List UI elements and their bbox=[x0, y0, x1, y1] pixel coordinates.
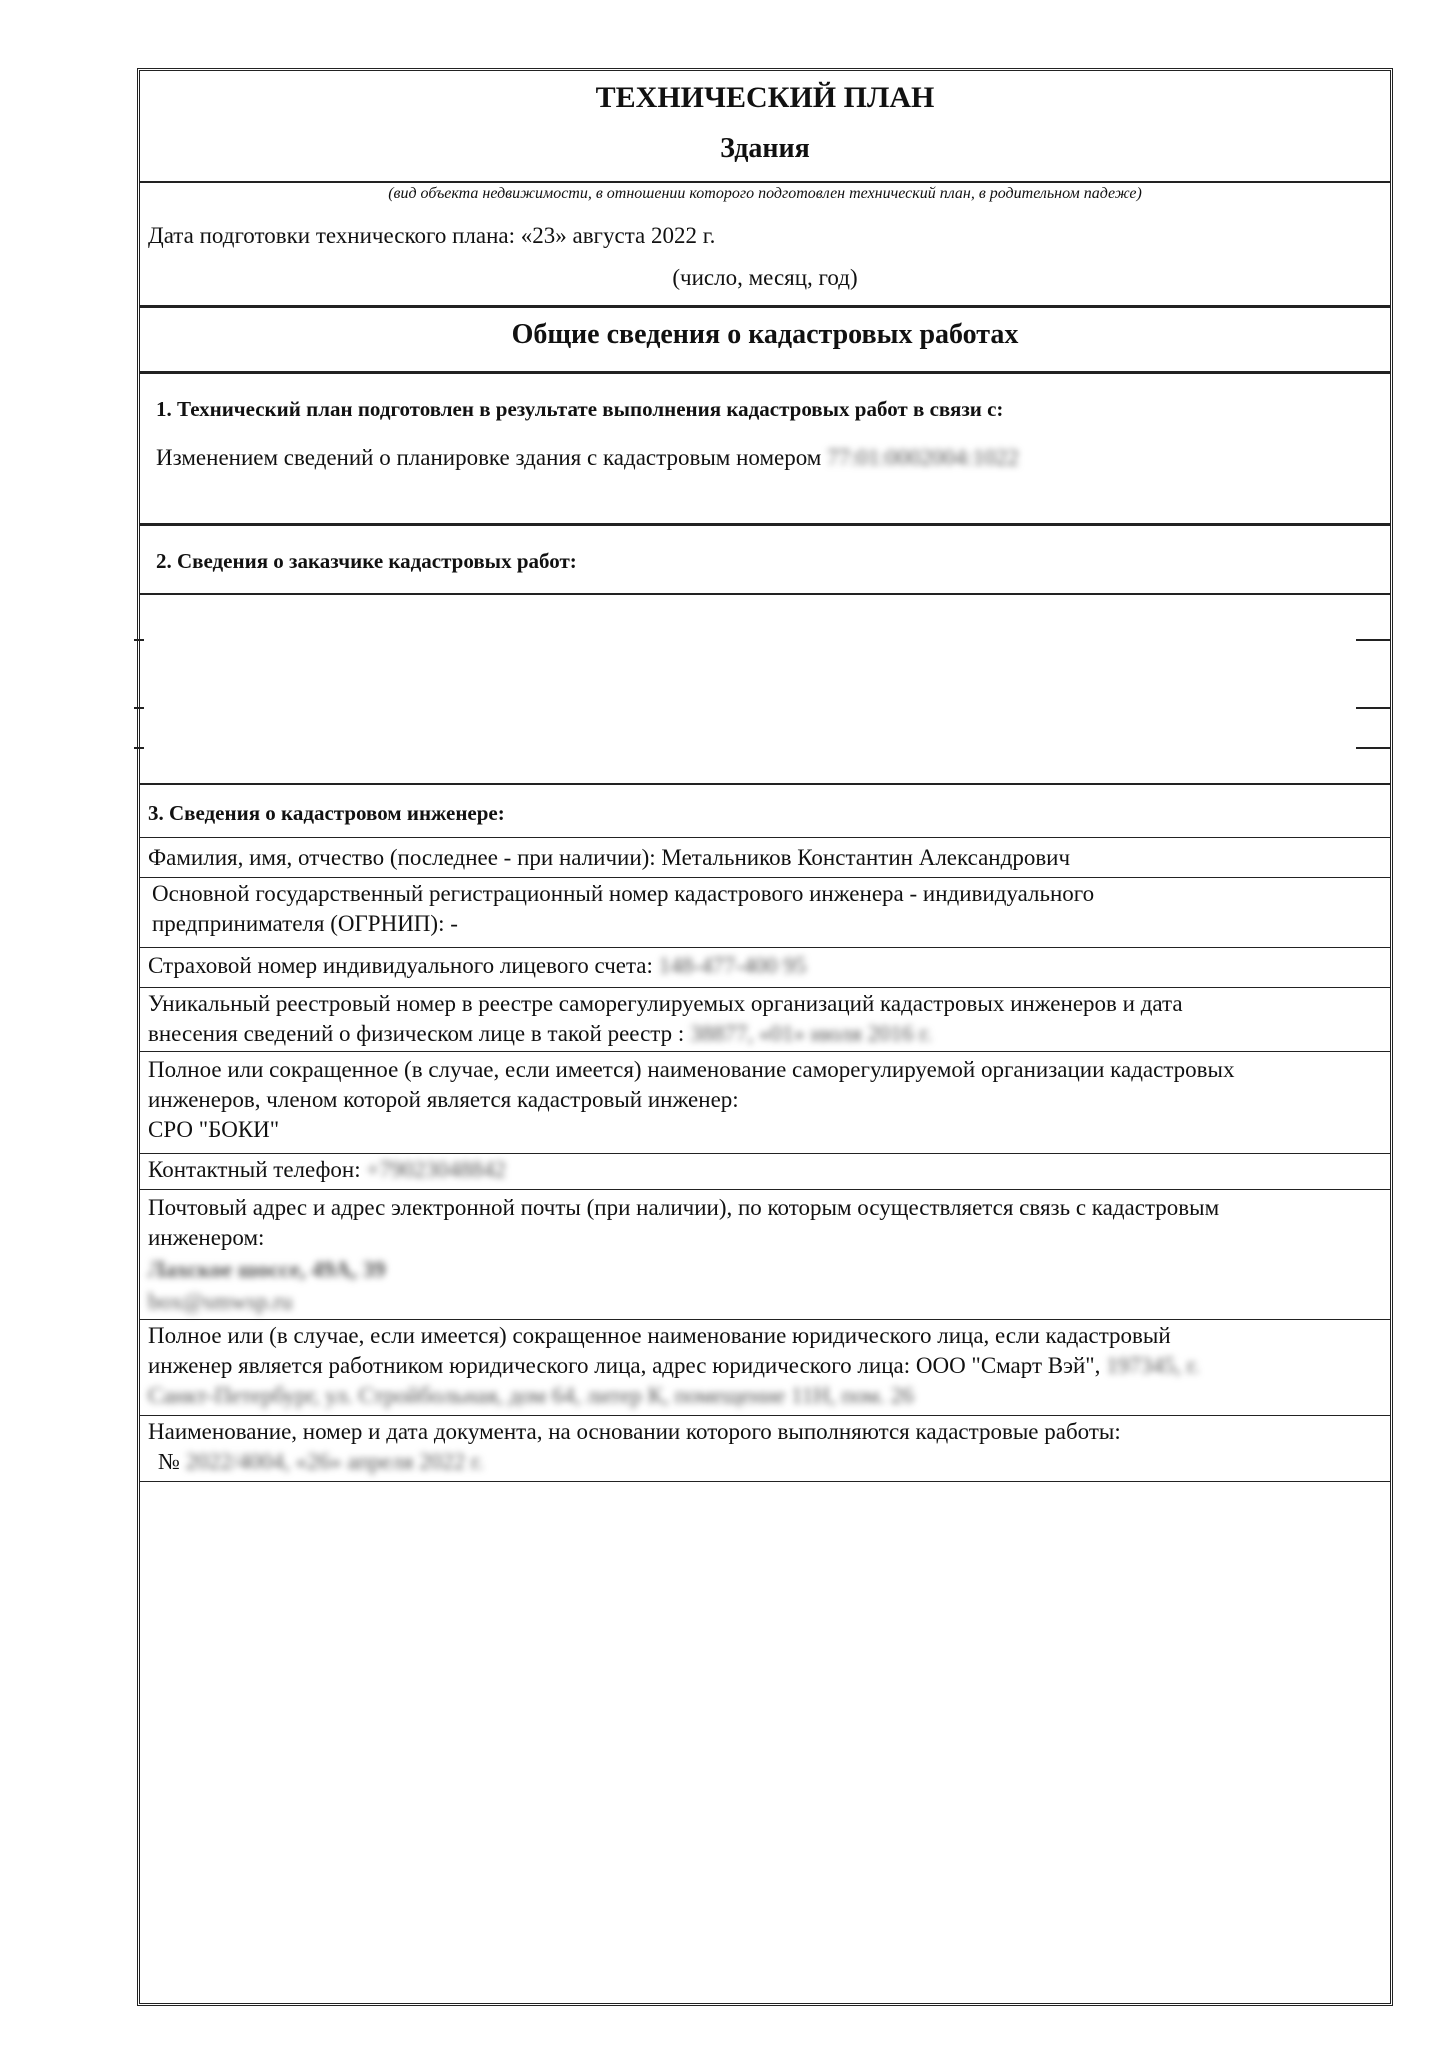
divider bbox=[140, 837, 1390, 838]
engineer-full-name: Фамилия, имя, отчество (последнее - при наличии): Метальников Константин Александрович bbox=[148, 845, 1071, 870]
registry-line-1: Уникальный реестровый номер в реестре саморегулируемых организаций кадастровых инженеров и дата bbox=[148, 991, 1183, 1016]
row-tick bbox=[1356, 639, 1390, 641]
employer-line-1: Полное или (в случае, если имеется) сокращенное наименование юридического лица, если кадастровый bbox=[148, 1323, 1171, 1348]
registry-line-2-row bbox=[148, 1021, 932, 1047]
registry-value: 38877, «01» июля 2016 г. bbox=[690, 1021, 932, 1046]
divider bbox=[140, 1189, 1390, 1190]
section1-reason: Изменением сведений о планировке здания с кадастровым номером bbox=[156, 445, 822, 470]
snils-row bbox=[148, 953, 806, 979]
section1-heading: 1. Технический план подготовлен в результате выполнения кадастровых работ в связи с: bbox=[156, 397, 1004, 421]
snils-label: Страховой номер индивидуального лицевого счета: bbox=[148, 953, 653, 978]
address-value-row bbox=[148, 1257, 386, 1283]
sro-value: СРО "БОКИ" bbox=[148, 1117, 280, 1142]
row-tick bbox=[1356, 707, 1390, 709]
address-line-1: Почтовый адрес и адрес электронной почты (при наличии), по которым осуществляется связь с кадастровым bbox=[148, 1195, 1220, 1220]
cadastral-number: 77:01:0002004:1022 bbox=[827, 445, 1019, 470]
divider bbox=[140, 305, 1390, 308]
object-type: Здания bbox=[720, 133, 810, 164]
divider bbox=[140, 181, 1390, 183]
divider bbox=[140, 987, 1390, 988]
divider bbox=[140, 1319, 1390, 1320]
preparation-date: Дата подготовки технического плана: «23» августа 2022 г. bbox=[148, 223, 716, 248]
ogrnip-line-2: предпринимателя (ОГРНИП): - bbox=[152, 911, 458, 936]
divider bbox=[140, 947, 1390, 948]
sro-line-2: инженеров, членом которой является кадастровый инженер: bbox=[148, 1087, 739, 1112]
divider bbox=[140, 1415, 1390, 1416]
employer-line-2-row bbox=[148, 1353, 1199, 1379]
row-tick bbox=[134, 747, 144, 749]
document-frame bbox=[137, 68, 1393, 2006]
employer-line-2: инженер является работником юридического лица, адрес юридического лица: ООО "Смарт Вэй", bbox=[148, 1353, 1101, 1378]
divider bbox=[140, 593, 1390, 595]
row-tick bbox=[134, 639, 144, 641]
general-heading: Общие сведения о кадастровых работах bbox=[511, 319, 1019, 350]
row-tick bbox=[134, 707, 144, 709]
phone-label: Контактный телефон: bbox=[148, 1157, 361, 1182]
section2-heading: 2. Сведения о заказчике кадастровых работ: bbox=[156, 549, 577, 573]
snils-value: 148-477-400 95 bbox=[658, 953, 807, 978]
document-title: ТЕХНИЧЕСКИЙ ПЛАН bbox=[595, 81, 935, 114]
divider bbox=[140, 523, 1390, 526]
employer-address-start: 197345, г. bbox=[1106, 1353, 1200, 1378]
object-type-note: (вид объекта недвижимости, в отношении которого подготовлен технический план, в родительном падеже) bbox=[388, 185, 1142, 202]
contract-prefix: № bbox=[158, 1449, 180, 1474]
divider bbox=[140, 1481, 1390, 1482]
divider bbox=[140, 783, 1390, 785]
sro-line-1: Полное или сокращенное (в случае, если имеется) наименование саморегулируемой организации кадастровых bbox=[148, 1057, 1235, 1082]
divider bbox=[140, 1153, 1390, 1154]
employer-address-rest: Санкт-Петербург, ул. Стройбольная, дом 64, литер К, помещение 11Н, пом. 26 bbox=[148, 1383, 914, 1408]
contract-value: 2022/4004, «26» апреля 2022 г. bbox=[185, 1449, 484, 1474]
section3-heading: 3. Сведения о кадастровом инженере: bbox=[148, 801, 505, 825]
ogrnip-line-1: Основной государственный регистрационный номер кадастрового инженера - индивидуального bbox=[152, 881, 1095, 906]
divider bbox=[140, 877, 1390, 878]
date-note: (число, месяц, год) bbox=[672, 265, 858, 290]
divider bbox=[140, 1051, 1390, 1052]
address-line-2: инженером: bbox=[148, 1225, 265, 1250]
phone-value: +79023048842 bbox=[366, 1157, 506, 1182]
divider bbox=[140, 371, 1390, 374]
phone-row bbox=[148, 1157, 506, 1183]
registry-line-2: внесения сведений о физическом лице в такой реестр : bbox=[148, 1021, 685, 1046]
contract-number-row bbox=[158, 1449, 483, 1475]
employer-line-3-row bbox=[148, 1383, 914, 1409]
postal-address: Лахское шоссе, 49А, 39 bbox=[148, 1257, 386, 1282]
email-address: box@smwsp.ru bbox=[148, 1289, 293, 1314]
section1-text bbox=[156, 445, 1019, 471]
contract-line-1: Наименование, номер и дата документа, на основании которого выполняются кадастровые работы: bbox=[148, 1419, 1121, 1444]
row-tick bbox=[1356, 747, 1390, 749]
email-value-row bbox=[148, 1289, 293, 1315]
